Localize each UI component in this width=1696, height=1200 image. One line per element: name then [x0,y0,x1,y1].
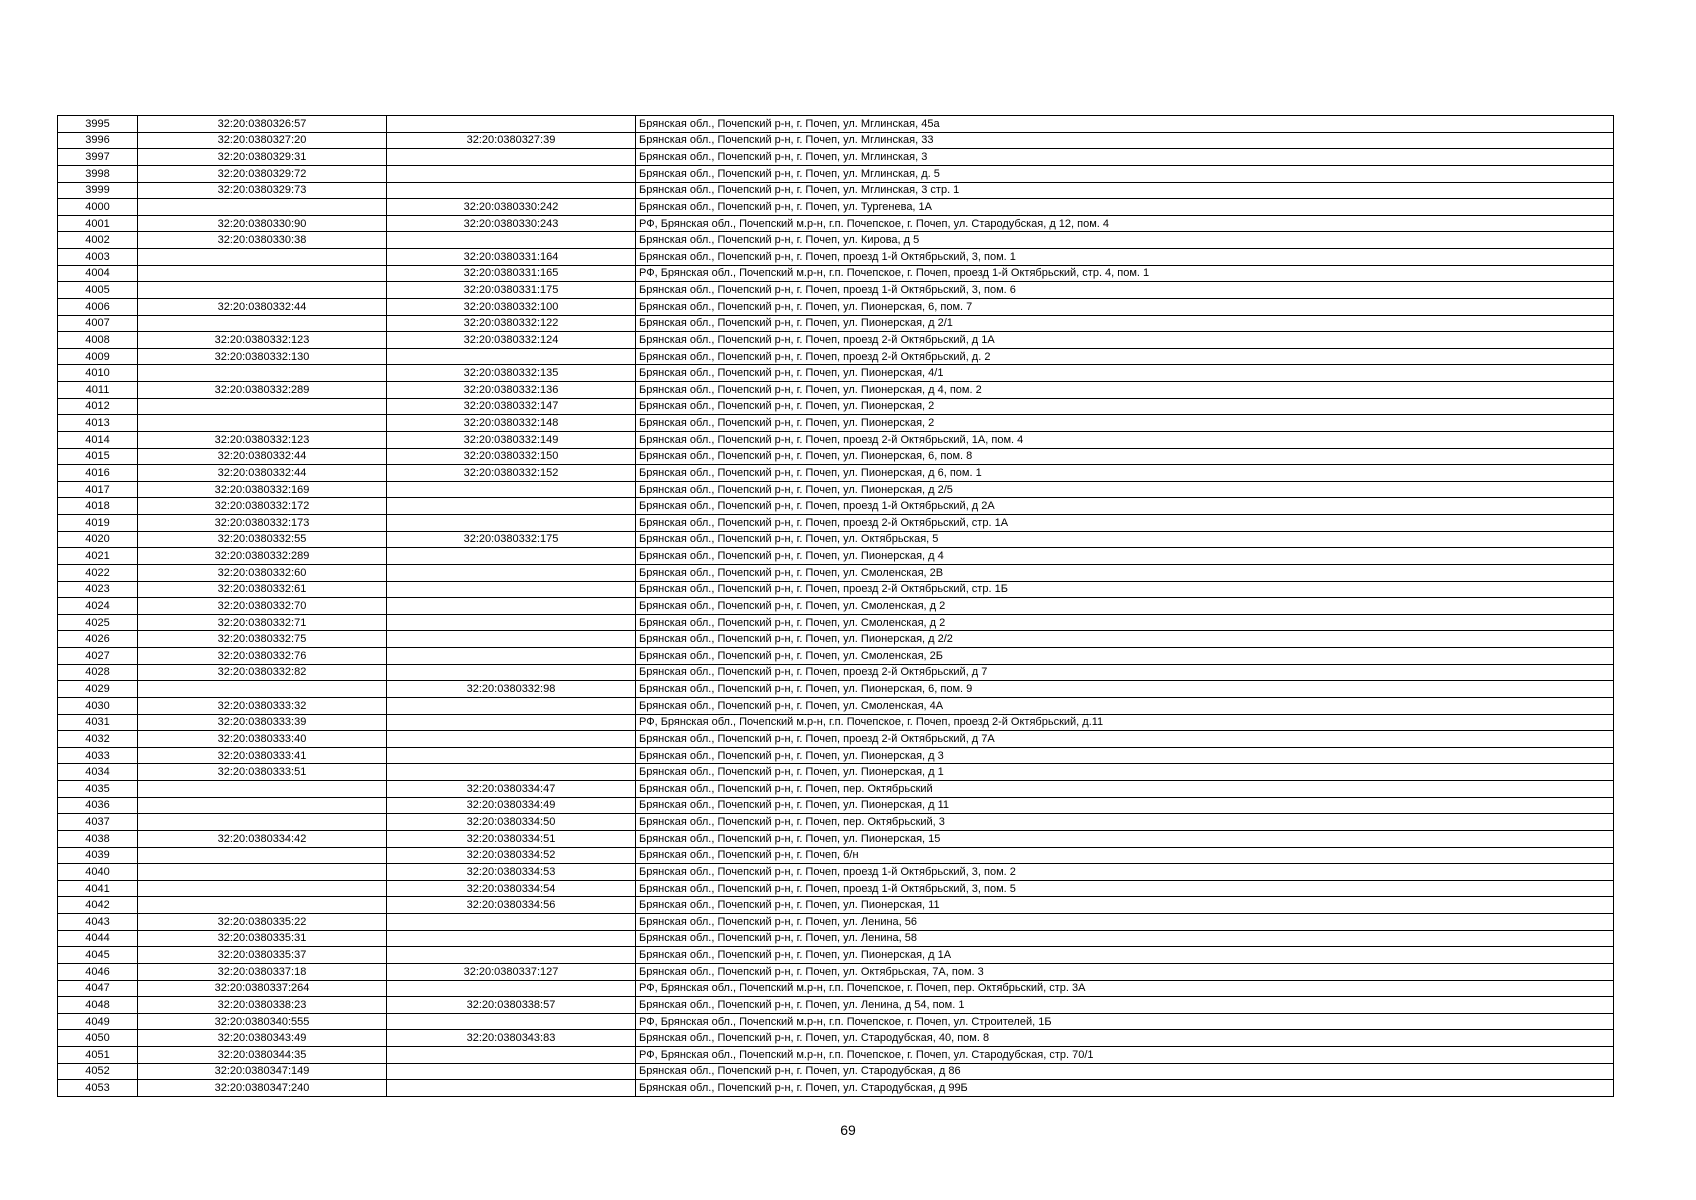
address-cell: Брянская обл., Почепский р-н, г. Почеп, проезд 2-й Октябрьский, д 7А [636,731,1614,748]
building-cadastral-cell: 32:20:0380332:100 [387,298,636,315]
land-plot-cadastral-cell: 32:20:0380332:75 [138,631,387,648]
table-row [58,215,1614,232]
address-cell: Брянская обл., Почепский р-н, г. Почеп, пер. Октябрьский [636,781,1614,798]
table-row [58,515,1614,532]
building-cadastral-cell: 32:20:0380332:149 [387,431,636,448]
row-number-cell: 4050 [58,1030,138,1047]
building-cadastral-cell: 32:20:0380332:136 [387,382,636,399]
building-cadastral-cell [387,1047,636,1064]
row-number-cell: 4045 [58,947,138,964]
land-plot-cadastral-cell: 32:20:0380333:40 [138,731,387,748]
address-cell: Брянская обл., Почепский р-н, г. Почеп, ул. Пионерская, д 1 [636,764,1614,781]
table-row [58,1080,1614,1097]
address-cell: Брянская обл., Почепский р-н, г. Почеп, ул. Пионерская, д 3 [636,747,1614,764]
address-cell: Брянская обл., Почепский р-н, г. Почеп, ул. Пионерская, 11 [636,897,1614,914]
table-row [58,365,1614,382]
table-row [58,282,1614,299]
building-cadastral-cell: 32:20:0380331:164 [387,249,636,266]
address-cell: Брянская обл., Почепский р-н, г. Почеп, ул. Пионерская, д 1А [636,947,1614,964]
building-cadastral-cell [387,481,636,498]
row-number-cell: 4013 [58,415,138,432]
address-cell: Брянская обл., Почепский р-н, г. Почеп, ул. Ленина, 58 [636,930,1614,947]
building-cadastral-cell: 32:20:0380334:51 [387,830,636,847]
table-row [58,116,1614,133]
table-row [58,847,1614,864]
table-row [58,980,1614,997]
row-number-cell: 4011 [58,382,138,399]
address-cell: Брянская обл., Почепский р-н, г. Почеп, б/н [636,847,1614,864]
land-plot-cadastral-cell: 32:20:0380332:123 [138,431,387,448]
row-number-cell: 4029 [58,681,138,698]
address-cell: Брянская обл., Почепский р-н, г. Почеп, проезд 2-й Октябрьский, д. 2 [636,348,1614,365]
table-row [58,199,1614,216]
table-row [58,298,1614,315]
address-cell: Брянская обл., Почепский р-н, г. Почеп, проезд 1-й Октябрьский, 3, пом. 6 [636,282,1614,299]
land-plot-cadastral-cell: 32:20:0380332:44 [138,465,387,482]
table-row [58,1030,1614,1047]
building-cadastral-cell: 32:20:0380332:152 [387,465,636,482]
table-row [58,930,1614,947]
land-plot-cadastral-cell [138,781,387,798]
row-number-cell: 3999 [58,182,138,199]
table-row [58,315,1614,332]
row-number-cell: 4035 [58,781,138,798]
row-number-cell: 4001 [58,215,138,232]
table-row [58,714,1614,731]
land-plot-cadastral-cell: 32:20:0380329:72 [138,165,387,182]
row-number-cell: 4007 [58,315,138,332]
building-cadastral-cell: 32:20:0380334:53 [387,864,636,881]
building-cadastral-cell [387,232,636,249]
building-cadastral-cell: 32:20:0380332:135 [387,365,636,382]
address-cell: Брянская обл., Почепский р-н, г. Почеп, ул. Пионерская, д 2/1 [636,315,1614,332]
building-cadastral-cell: 32:20:0380337:127 [387,963,636,980]
table-row [58,398,1614,415]
row-number-cell: 4049 [58,1013,138,1030]
land-plot-cadastral-cell: 32:20:0380337:18 [138,963,387,980]
address-cell: Брянская обл., Почепский р-н, г. Почеп, ул. Пионерская, 6, пом. 9 [636,681,1614,698]
building-cadastral-cell: 32:20:0380334:49 [387,797,636,814]
land-plot-cadastral-cell [138,847,387,864]
building-cadastral-cell: 32:20:0380330:243 [387,215,636,232]
land-plot-cadastral-cell [138,415,387,432]
row-number-cell: 4047 [58,980,138,997]
building-cadastral-cell [387,614,636,631]
row-number-cell: 3996 [58,132,138,149]
row-number-cell: 4020 [58,531,138,548]
row-number-cell: 4030 [58,697,138,714]
land-plot-cadastral-cell: 32:20:0380333:39 [138,714,387,731]
row-number-cell: 4017 [58,481,138,498]
row-number-cell: 4051 [58,1047,138,1064]
address-cell: Брянская обл., Почепский р-н, г. Почеп, ул. Смоленская, д 2 [636,598,1614,615]
address-cell: РФ, Брянская обл., Почепский м.р-н, г.п. Почепское, г. Почеп, ул. Строителей, 1Б [636,1013,1614,1030]
land-plot-cadastral-cell: 32:20:0380332:76 [138,648,387,665]
building-cadastral-cell: 32:20:0380338:57 [387,997,636,1014]
address-cell: Брянская обл., Почепский р-н, г. Почеп, ул. Ленина, д 54, пом. 1 [636,997,1614,1014]
table-row [58,681,1614,698]
row-number-cell: 4004 [58,265,138,282]
row-number-cell: 4005 [58,282,138,299]
row-number-cell: 4053 [58,1080,138,1097]
building-cadastral-cell: 32:20:0380332:175 [387,531,636,548]
row-number-cell: 4006 [58,298,138,315]
table-body [58,116,1614,1097]
table-row [58,265,1614,282]
page-number: 69 [840,1122,856,1138]
table-row [58,182,1614,199]
address-cell: Брянская обл., Почепский р-н, г. Почеп, ул. Кирова, д 5 [636,232,1614,249]
building-cadastral-cell: 32:20:0380332:124 [387,332,636,349]
building-cadastral-cell [387,947,636,964]
row-number-cell: 4000 [58,199,138,216]
building-cadastral-cell: 32:20:0380334:54 [387,880,636,897]
land-plot-cadastral-cell: 32:20:0380332:61 [138,581,387,598]
building-cadastral-cell [387,564,636,581]
building-cadastral-cell [387,664,636,681]
address-cell: Брянская обл., Почепский р-н, г. Почеп, ул. Пионерская, 4/1 [636,365,1614,382]
address-cell: Брянская обл., Почепский р-н, г. Почеп, ул. Октябрьская, 5 [636,531,1614,548]
table-row [58,481,1614,498]
building-cadastral-cell: 32:20:0380331:165 [387,265,636,282]
address-cell: Брянская обл., Почепский р-н, г. Почеп, ул. Пионерская, 2 [636,398,1614,415]
table-row [58,648,1614,665]
row-number-cell: 4027 [58,648,138,665]
address-cell: Брянская обл., Почепский р-н, г. Почеп, ул. Пионерская, 2 [636,415,1614,432]
building-cadastral-cell: 32:20:0380334:56 [387,897,636,914]
address-cell: Брянская обл., Почепский р-н, г. Почеп, ул. Пионерская, д 2/5 [636,481,1614,498]
table-row [58,947,1614,964]
land-plot-cadastral-cell: 32:20:0380337:264 [138,980,387,997]
address-cell: Брянская обл., Почепский р-н, г. Почеп, ул. Пионерская, д 2/2 [636,631,1614,648]
row-number-cell: 4025 [58,614,138,631]
building-cadastral-cell [387,515,636,532]
table-row [58,797,1614,814]
land-plot-cadastral-cell: 32:20:0380340:555 [138,1013,387,1030]
land-plot-cadastral-cell: 32:20:0380332:289 [138,382,387,399]
table-row [58,830,1614,847]
building-cadastral-cell: 32:20:0380343:83 [387,1030,636,1047]
building-cadastral-cell: 32:20:0380332:147 [387,398,636,415]
table-row [58,415,1614,432]
row-number-cell: 4022 [58,564,138,581]
row-number-cell: 4021 [58,548,138,565]
table-row [58,614,1614,631]
building-cadastral-cell [387,548,636,565]
land-plot-cadastral-cell: 32:20:0380332:70 [138,598,387,615]
land-plot-cadastral-cell [138,315,387,332]
land-plot-cadastral-cell [138,249,387,266]
land-plot-cadastral-cell: 32:20:0380332:169 [138,481,387,498]
land-plot-cadastral-cell: 32:20:0380332:123 [138,332,387,349]
land-plot-cadastral-cell: 32:20:0380332:71 [138,614,387,631]
address-cell: Брянская обл., Почепский р-н, г. Почеп, ул. Пионерская, д 11 [636,797,1614,814]
row-number-cell: 4028 [58,664,138,681]
row-number-cell: 4034 [58,764,138,781]
address-cell: Брянская обл., Почепский р-н, г. Почеп, ул. Пионерская, 6, пом. 8 [636,448,1614,465]
building-cadastral-cell [387,714,636,731]
building-cadastral-cell [387,747,636,764]
building-cadastral-cell [387,182,636,199]
address-cell: Брянская обл., Почепский р-н, г. Почеп, ул. Смоленская, 4А [636,697,1614,714]
building-cadastral-cell: 32:20:0380327:39 [387,132,636,149]
address-cell: Брянская обл., Почепский р-н, г. Почеп, проезд 1-й Октябрьский, 3, пом. 1 [636,249,1614,266]
land-plot-cadastral-cell: 32:20:0380332:82 [138,664,387,681]
table-row [58,747,1614,764]
land-plot-cadastral-cell: 32:20:0380343:49 [138,1030,387,1047]
row-number-cell: 4031 [58,714,138,731]
row-number-cell: 4026 [58,631,138,648]
row-number-cell: 4003 [58,249,138,266]
row-number-cell: 3997 [58,149,138,166]
address-cell: Брянская обл., Почепский р-н, г. Почеп, ул. Пионерская, д 4, пом. 2 [636,382,1614,399]
address-cell: РФ, Брянская обл., Почепский м.р-н, г.п. Почепское, г. Почеп, проезд 2-й Октябрьский, д.11 [636,714,1614,731]
building-cadastral-cell [387,648,636,665]
land-plot-cadastral-cell: 32:20:0380329:31 [138,149,387,166]
row-number-cell: 4002 [58,232,138,249]
row-number-cell: 4043 [58,914,138,931]
building-cadastral-cell [387,1013,636,1030]
row-number-cell: 4032 [58,731,138,748]
address-cell: Брянская обл., Почепский р-н, г. Почеп, ул. Стародубская, д 86 [636,1063,1614,1080]
land-plot-cadastral-cell: 32:20:0380335:37 [138,947,387,964]
building-cadastral-cell [387,731,636,748]
table-row [58,564,1614,581]
land-plot-cadastral-cell: 32:20:0380332:55 [138,531,387,548]
building-cadastral-cell [387,697,636,714]
building-cadastral-cell [387,581,636,598]
row-number-cell: 4024 [58,598,138,615]
building-cadastral-cell [387,116,636,133]
table-row [58,598,1614,615]
address-cell: Брянская обл., Почепский р-н, г. Почеп, проезд 2-й Октябрьский, 1А, пом. 4 [636,431,1614,448]
address-cell: Брянская обл., Почепский р-н, г. Почеп, ул. Пионерская, 6, пом. 7 [636,298,1614,315]
land-plot-cadastral-cell [138,864,387,881]
table-row [58,581,1614,598]
address-cell: Брянская обл., Почепский р-н, г. Почеп, ул. Мглинская, д. 5 [636,165,1614,182]
land-plot-cadastral-cell [138,681,387,698]
table-row [58,149,1614,166]
land-plot-cadastral-cell: 32:20:0380332:44 [138,298,387,315]
table-row [58,232,1614,249]
row-number-cell: 4018 [58,498,138,515]
building-cadastral-cell [387,598,636,615]
address-cell: Брянская обл., Почепский р-н, г. Почеп, ул. Смоленская, 2Б [636,648,1614,665]
row-number-cell: 4052 [58,1063,138,1080]
table-row [58,664,1614,681]
row-number-cell: 4033 [58,747,138,764]
row-number-cell: 4010 [58,365,138,382]
land-plot-cadastral-cell: 32:20:0380338:23 [138,997,387,1014]
land-plot-cadastral-cell: 32:20:0380332:44 [138,448,387,465]
address-cell: Брянская обл., Почепский р-н, г. Почеп, проезд 1-й Октябрьский, 3, пом. 2 [636,864,1614,881]
land-plot-cadastral-cell: 32:20:0380332:172 [138,498,387,515]
building-cadastral-cell: 32:20:0380330:242 [387,199,636,216]
land-plot-cadastral-cell: 32:20:0380333:41 [138,747,387,764]
land-plot-cadastral-cell: 32:20:0380347:149 [138,1063,387,1080]
table-row [58,631,1614,648]
table-row [58,382,1614,399]
address-cell: Брянская обл., Почепский р-н, г. Почеп, ул. Мглинская, 3 [636,149,1614,166]
row-number-cell: 4040 [58,864,138,881]
address-cell: Брянская обл., Почепский р-н, г. Почеп, ул. Пионерская, д 4 [636,548,1614,565]
row-number-cell: 4036 [58,797,138,814]
row-number-cell: 4014 [58,431,138,448]
table-row [58,465,1614,482]
property-register-table [57,115,1614,1097]
building-cadastral-cell [387,914,636,931]
building-cadastral-cell [387,498,636,515]
land-plot-cadastral-cell: 32:20:0380335:22 [138,914,387,931]
land-plot-cadastral-cell: 32:20:0380327:20 [138,132,387,149]
address-cell: Брянская обл., Почепский р-н, г. Почеп, ул. Мглинская, 45а [636,116,1614,133]
building-cadastral-cell [387,1063,636,1080]
land-plot-cadastral-cell [138,398,387,415]
table-row [58,498,1614,515]
table-row [58,531,1614,548]
land-plot-cadastral-cell: 32:20:0380332:130 [138,348,387,365]
building-cadastral-cell [387,631,636,648]
table-row [58,448,1614,465]
row-number-cell: 4038 [58,830,138,847]
table-row [58,963,1614,980]
address-cell: Брянская обл., Почепский р-н, г. Почеп, ул. Пионерская, 15 [636,830,1614,847]
land-plot-cadastral-cell: 32:20:0380326:57 [138,116,387,133]
land-plot-cadastral-cell: 32:20:0380332:60 [138,564,387,581]
table-row [58,431,1614,448]
address-cell: РФ, Брянская обл., Почепский м.р-н, г.п. Почепское, г. Почеп, ул. Стародубская, д 12, пом. 4 [636,215,1614,232]
building-cadastral-cell: 32:20:0380332:98 [387,681,636,698]
row-number-cell: 4041 [58,880,138,897]
land-plot-cadastral-cell [138,880,387,897]
building-cadastral-cell: 32:20:0380334:52 [387,847,636,864]
land-plot-cadastral-cell [138,365,387,382]
address-cell: Брянская обл., Почепский р-н, г. Почеп, ул. Октябрьская, 7А, пом. 3 [636,963,1614,980]
land-plot-cadastral-cell [138,282,387,299]
table-row [58,1047,1614,1064]
land-plot-cadastral-cell: 32:20:0380344:35 [138,1047,387,1064]
row-number-cell: 4023 [58,581,138,598]
land-plot-cadastral-cell: 32:20:0380333:51 [138,764,387,781]
row-number-cell: 4019 [58,515,138,532]
table-row [58,132,1614,149]
row-number-cell: 4008 [58,332,138,349]
table-row [58,914,1614,931]
table-row [58,697,1614,714]
land-plot-cadastral-cell: 32:20:0380332:289 [138,548,387,565]
address-cell: Брянская обл., Почепский р-н, г. Почеп, проезд 1-й Октябрьский, д 2А [636,498,1614,515]
row-number-cell: 4009 [58,348,138,365]
row-number-cell: 4039 [58,847,138,864]
table-row [58,781,1614,798]
address-cell: Брянская обл., Почепский р-н, г. Почеп, проезд 2-й Октябрьский, д 7 [636,664,1614,681]
building-cadastral-cell: 32:20:0380334:47 [387,781,636,798]
land-plot-cadastral-cell: 32:20:0380347:240 [138,1080,387,1097]
address-cell: Брянская обл., Почепский р-н, г. Почеп, ул. Ленина, 56 [636,914,1614,931]
building-cadastral-cell: 32:20:0380334:50 [387,814,636,831]
address-cell: Брянская обл., Почепский р-н, г. Почеп, проезд 2-й Октябрьский, д 1А [636,332,1614,349]
land-plot-cadastral-cell: 32:20:0380334:42 [138,830,387,847]
address-cell: Брянская обл., Почепский р-н, г. Почеп, ул. Мглинская, 3 стр. 1 [636,182,1614,199]
row-number-cell: 4012 [58,398,138,415]
row-number-cell: 3995 [58,116,138,133]
address-cell: Брянская обл., Почепский р-н, г. Почеп, ул. Смоленская, д 2 [636,614,1614,631]
table-row [58,249,1614,266]
building-cadastral-cell: 32:20:0380332:148 [387,415,636,432]
address-cell: РФ, Брянская обл., Почепский м.р-н, г.п. Почепское, г. Почеп, ул. Стародубская, стр. 70/1 [636,1047,1614,1064]
table-row [58,897,1614,914]
land-plot-cadastral-cell: 32:20:0380332:173 [138,515,387,532]
land-plot-cadastral-cell: 32:20:0380330:90 [138,215,387,232]
table-row [58,548,1614,565]
land-plot-cadastral-cell: 32:20:0380333:32 [138,697,387,714]
land-plot-cadastral-cell [138,199,387,216]
row-number-cell: 4016 [58,465,138,482]
address-cell: Брянская обл., Почепский р-н, г. Почеп, ул. Тургенева, 1А [636,199,1614,216]
table-row [58,880,1614,897]
row-number-cell: 4048 [58,997,138,1014]
address-cell: Брянская обл., Почепский р-н, г. Почеп, проезд 1-й Октябрьский, 3, пом. 5 [636,880,1614,897]
land-plot-cadastral-cell: 32:20:0380330:38 [138,232,387,249]
row-number-cell: 4046 [58,963,138,980]
table-row [58,348,1614,365]
land-plot-cadastral-cell: 32:20:0380335:31 [138,930,387,947]
building-cadastral-cell [387,980,636,997]
table-row [58,1013,1614,1030]
land-plot-cadastral-cell [138,265,387,282]
address-cell: РФ, Брянская обл., Почепский м.р-н, г.п. Почепское, г. Почеп, проезд 1-й Октябрьский, стр. 4, пом. 1 [636,265,1614,282]
row-number-cell: 4044 [58,930,138,947]
row-number-cell: 4042 [58,897,138,914]
building-cadastral-cell [387,165,636,182]
address-cell: Брянская обл., Почепский р-н, г. Почеп, проезд 2-й Октябрьский, стр. 1А [636,515,1614,532]
building-cadastral-cell [387,764,636,781]
table-row [58,332,1614,349]
building-cadastral-cell [387,149,636,166]
address-cell: Брянская обл., Почепский р-н, г. Почеп, ул. Пионерская, д 6, пом. 1 [636,465,1614,482]
table-row [58,997,1614,1014]
building-cadastral-cell: 32:20:0380332:150 [387,448,636,465]
address-cell: Брянская обл., Почепский р-н, г. Почеп, ул. Стародубская, д 99Б [636,1080,1614,1097]
building-cadastral-cell [387,1080,636,1097]
row-number-cell: 4015 [58,448,138,465]
address-cell: Брянская обл., Почепский р-н, г. Почеп, пер. Октябрьский, 3 [636,814,1614,831]
land-plot-cadastral-cell: 32:20:0380329:73 [138,182,387,199]
row-number-cell: 3998 [58,165,138,182]
land-plot-cadastral-cell [138,797,387,814]
building-cadastral-cell [387,930,636,947]
building-cadastral-cell: 32:20:0380331:175 [387,282,636,299]
table-row [58,165,1614,182]
table-row [58,1063,1614,1080]
land-plot-cadastral-cell [138,814,387,831]
table-row [58,814,1614,831]
building-cadastral-cell: 32:20:0380332:122 [387,315,636,332]
table-row [58,764,1614,781]
address-cell: Брянская обл., Почепский р-н, г. Почеп, ул. Стародубская, 40, пом. 8 [636,1030,1614,1047]
address-cell: Брянская обл., Почепский р-н, г. Почеп, проезд 2-й Октябрьский, стр. 1Б [636,581,1614,598]
table-row [58,864,1614,881]
land-plot-cadastral-cell [138,897,387,914]
address-cell: Брянская обл., Почепский р-н, г. Почеп, ул. Смоленская, 2В [636,564,1614,581]
row-number-cell: 4037 [58,814,138,831]
building-cadastral-cell [387,348,636,365]
address-cell: Брянская обл., Почепский р-н, г. Почеп, ул. Мглинская, 33 [636,132,1614,149]
address-cell: РФ, Брянская обл., Почепский м.р-н, г.п. Почепское, г. Почеп, пер. Октябрьский, стр. 3А [636,980,1614,997]
table-row [58,731,1614,748]
